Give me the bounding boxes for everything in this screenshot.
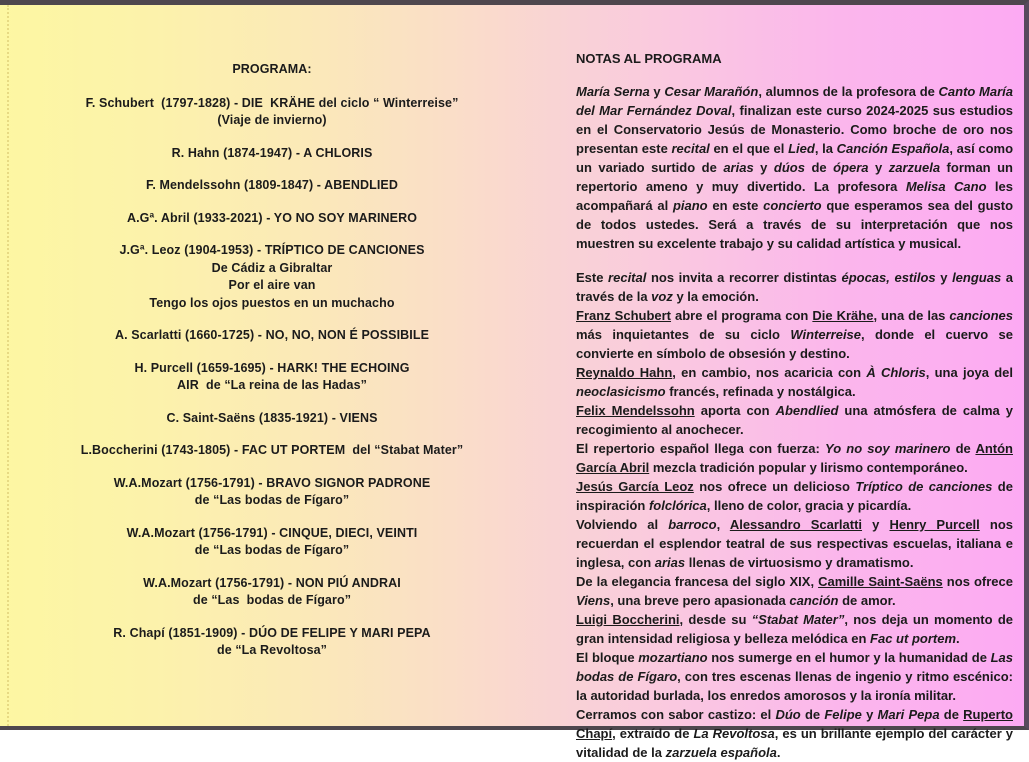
- notes-paragraph: Este recital nos invita a recorrer distintas épocas, estilos y lenguas a través de la voz y la emoción.: [576, 270, 1013, 304]
- styled-text: Canto María del Mar Fernández Doval: [576, 84, 1014, 118]
- program-line: de “Las bodas de Fígaro”: [194, 543, 350, 557]
- styled-text: La Revoltosa: [693, 726, 775, 741]
- notes-paragraph: El bloque mozartiano nos sumerge en el humor y la humanidad de Las bodas de Fígaro, con tres escenas llenas de ingenio y ritmo escénico: la autoridad burlada, los enredos amorosos y la ironía militar.: [576, 650, 1013, 703]
- styled-text: lenguas: [952, 270, 1002, 285]
- notes-paragraph: Luigi Boccherini, desde su “Stabat Mater”, nos deja un momento de gran intensidad religiosa y belleza melódica en Fac ut portem.: [576, 612, 1013, 646]
- styled-text: Felix Mendelssohn: [576, 403, 695, 418]
- program-line: de “La Revoltosa”: [216, 643, 328, 657]
- program-line: W.A.Mozart (1756-1791) - BRAVO SIGNOR PADRONE: [113, 475, 431, 490]
- program-line: F. Schubert (1797-1828) - DIE KRÄHE del ciclo “ Winterreise”: [85, 95, 459, 110]
- styled-text: María Serna: [576, 84, 650, 99]
- styled-text: barroco: [668, 517, 717, 532]
- program-line: Por el aire van: [228, 278, 316, 292]
- styled-text: concierto: [763, 198, 822, 213]
- program-line: A. Scarlatti (1660-1725) - NO, NO, NON É POSSIBILE: [114, 328, 430, 342]
- styled-text: À Chloris: [866, 365, 926, 380]
- program-item: [42, 410, 502, 428]
- program-item: [42, 360, 502, 395]
- program-line: de “Las bodas de Fígaro”: [194, 493, 350, 507]
- notes-paragraph: Cerramos con sabor castizo: el Dúo de Felipe y Mari Pepa de Ruperto Chapí, extraído de La Revoltosa, es un brillante ejemplo del carácter y vitalidad de la zarzuela española.: [576, 707, 1013, 760]
- program-line: W.A.Mozart (1756-1791) - CINQUE, DIECI, VEINTI: [126, 525, 418, 540]
- program-item: [42, 575, 502, 610]
- styled-text: Tríptico de canciones: [855, 479, 993, 494]
- styled-text: Dúo: [775, 707, 801, 722]
- notes-column: [576, 49, 1013, 762]
- styled-text: Viens: [576, 593, 611, 608]
- program-line: (Viaje de invierno): [217, 113, 327, 127]
- notes-paragraph: Volviendo al barroco, Alessandro Scarlatti y Henry Purcell nos recuerdan el esplendor teatral de sus respectivas escuelas, italiana e inglesa, con arias llenas de virtuosismo y dramatismo.: [576, 517, 1013, 570]
- styled-text: Antón García Abril: [576, 441, 1013, 475]
- styled-text: Las bodas de Fígaro: [576, 650, 1013, 684]
- program-line: H. Purcell (1659-1695) - HARK! THE ECHOING: [134, 360, 410, 375]
- styled-text: canción: [789, 593, 839, 608]
- styled-text: ópera: [833, 160, 869, 175]
- program-title: PROGRAMA:: [232, 62, 312, 76]
- notes-paragraph: Jesús García Leoz nos ofrece un delicioso Tríptico de canciones de inspiración folclórica, lleno de color, gracia y picardía.: [576, 479, 1013, 513]
- fold-perforation-line: [7, 5, 9, 726]
- styled-text: arias: [723, 160, 754, 175]
- styled-text: Camille Saint-Saëns: [818, 574, 943, 589]
- styled-text: Mari Pepa: [877, 707, 940, 722]
- notes-paragraph: Franz Schubert abre el programa con Die Krähe, una de las canciones más inquietantes de su ciclo Winterreise, donde el cuervo se convierte en símbolo de obsesión y destino.: [576, 308, 1013, 361]
- styled-text: canciones: [949, 308, 1013, 323]
- styled-text: Lied: [788, 141, 815, 156]
- program-item: [42, 177, 502, 195]
- program-line: de “Las bodas de Fígaro”: [192, 593, 352, 607]
- program-item: [42, 242, 502, 312]
- styled-text: neoclasicismo: [576, 384, 666, 399]
- styled-text: Yo no soy marinero: [825, 441, 951, 456]
- styled-text: voz: [651, 289, 673, 304]
- styled-text: Melisa Cano: [905, 179, 987, 194]
- program-item: [42, 625, 502, 660]
- program-line: C. Saint-Saëns (1835-1921) - VIENS: [166, 410, 378, 425]
- styled-text: Canción Española: [836, 141, 950, 156]
- styled-text: folclórica: [648, 498, 707, 513]
- styled-text: mozartiano: [638, 650, 708, 665]
- styled-text: Henry Purcell: [889, 517, 980, 532]
- styled-text: zarzuela española: [665, 745, 777, 760]
- program-item: [42, 145, 502, 163]
- styled-text: Luigi Boccherini: [576, 612, 680, 627]
- program-line: A.Gª. Abril (1933-2021) - YO NO SOY MARINERO: [126, 210, 418, 225]
- notes-paragraph: Felix Mendelssohn aporta con Abendlied una atmósfera de calma y recogimiento al anochecer.: [576, 403, 1013, 437]
- program-item: [42, 210, 502, 228]
- styled-text: Cesar Marañón: [664, 84, 759, 99]
- program-item: [42, 327, 502, 345]
- styled-text: Die Krähe: [812, 308, 874, 323]
- notes-paragraph: De la elegancia francesa del siglo XIX, Camille Saint-Saëns nos ofrece Viens, una breve pero apasionada canción de amor.: [576, 574, 1013, 608]
- program-item: [42, 475, 502, 510]
- notes-paragraph: El repertorio español llega con fuerza: Yo no soy marinero de Antón García Abril mezcla tradición popular y lirismo contemporáneo.: [576, 441, 1013, 475]
- styled-text: recital: [671, 141, 710, 156]
- styled-text: Winterreise: [790, 327, 862, 342]
- notes-paragraph: Reynaldo Hahn, en cambio, nos acaricia con À Chloris, una joya del neoclasicismo francés, refinada y nostálgica.: [576, 365, 1013, 399]
- styled-text: dúos: [773, 160, 805, 175]
- styled-text: piano: [672, 198, 708, 213]
- program-line: J.Gª. Leoz (1904-1953) - TRÍPTICO DE CANCIONES: [119, 243, 425, 257]
- program-item: [42, 95, 502, 130]
- styled-text: Reynaldo Hahn: [576, 365, 673, 380]
- program-item: [42, 442, 502, 460]
- styled-text: Ruperto Chapí: [576, 707, 1013, 741]
- program-line: F. Mendelssohn (1809-1847) - ABENDLIED: [145, 178, 398, 192]
- styled-text: Alessandro Scarlatti: [729, 517, 863, 532]
- program-line: L.Boccherini (1743-1805) - FAC UT PORTEM del “Stabat Mater”: [80, 443, 464, 457]
- program-line: W.A.Mozart (1756-1791) - NON PIÚ ANDRAI: [143, 575, 401, 590]
- styled-text: Fac ut portem: [870, 631, 957, 646]
- styled-text: “Stabat Mater”: [751, 612, 845, 627]
- program-line: De Cádiz a Gibraltar: [211, 260, 333, 275]
- program-line: Tengo los ojos puestos en un muchacho: [149, 295, 395, 310]
- styled-text: épocas, estilos: [841, 270, 936, 285]
- program-line: R. Hahn (1874-1947) - A CHLORIS: [171, 145, 373, 160]
- styled-text: Jesús García Leoz: [576, 479, 694, 494]
- program-line: R. Chapí (1851-1909) - DÚO DE FELIPE Y MARI PEPA: [113, 625, 431, 640]
- styled-text: arias: [654, 555, 686, 570]
- notes-title: NOTAS AL PROGRAMA: [576, 51, 722, 66]
- program-item: [42, 525, 502, 560]
- program-line: AIR de “La reina de las Hadas”: [177, 378, 367, 392]
- styled-text: Abendlied: [775, 403, 839, 418]
- styled-text: Felipe: [824, 707, 862, 722]
- styled-text: Franz Schubert: [576, 308, 672, 323]
- program-column: [42, 61, 502, 675]
- styled-text: zarzuela: [888, 160, 941, 175]
- styled-text: recital: [608, 270, 647, 285]
- notes-paragraph: María Serna y Cesar Marañón, alumnos de la profesora de Canto María del Mar Fernández Doval, finalizan este curso 2024-2025 sus estudios en el Conservatorio Jesús de Monasterio. Como broche de oro nos presentan este recital en el que el Lied, la Canción Española, así como un variado surtido de arias y dúos de ópera y zarzuela forman un repertorio ameno y muy divertido. La profesora Melisa Cano les acompañará al piano en este concierto que esperamos sea del gusto de todos ustedes. Será a través de su interpretación que nos muestren su excelente trabajo y su calidad artística y musical.: [576, 84, 1014, 251]
